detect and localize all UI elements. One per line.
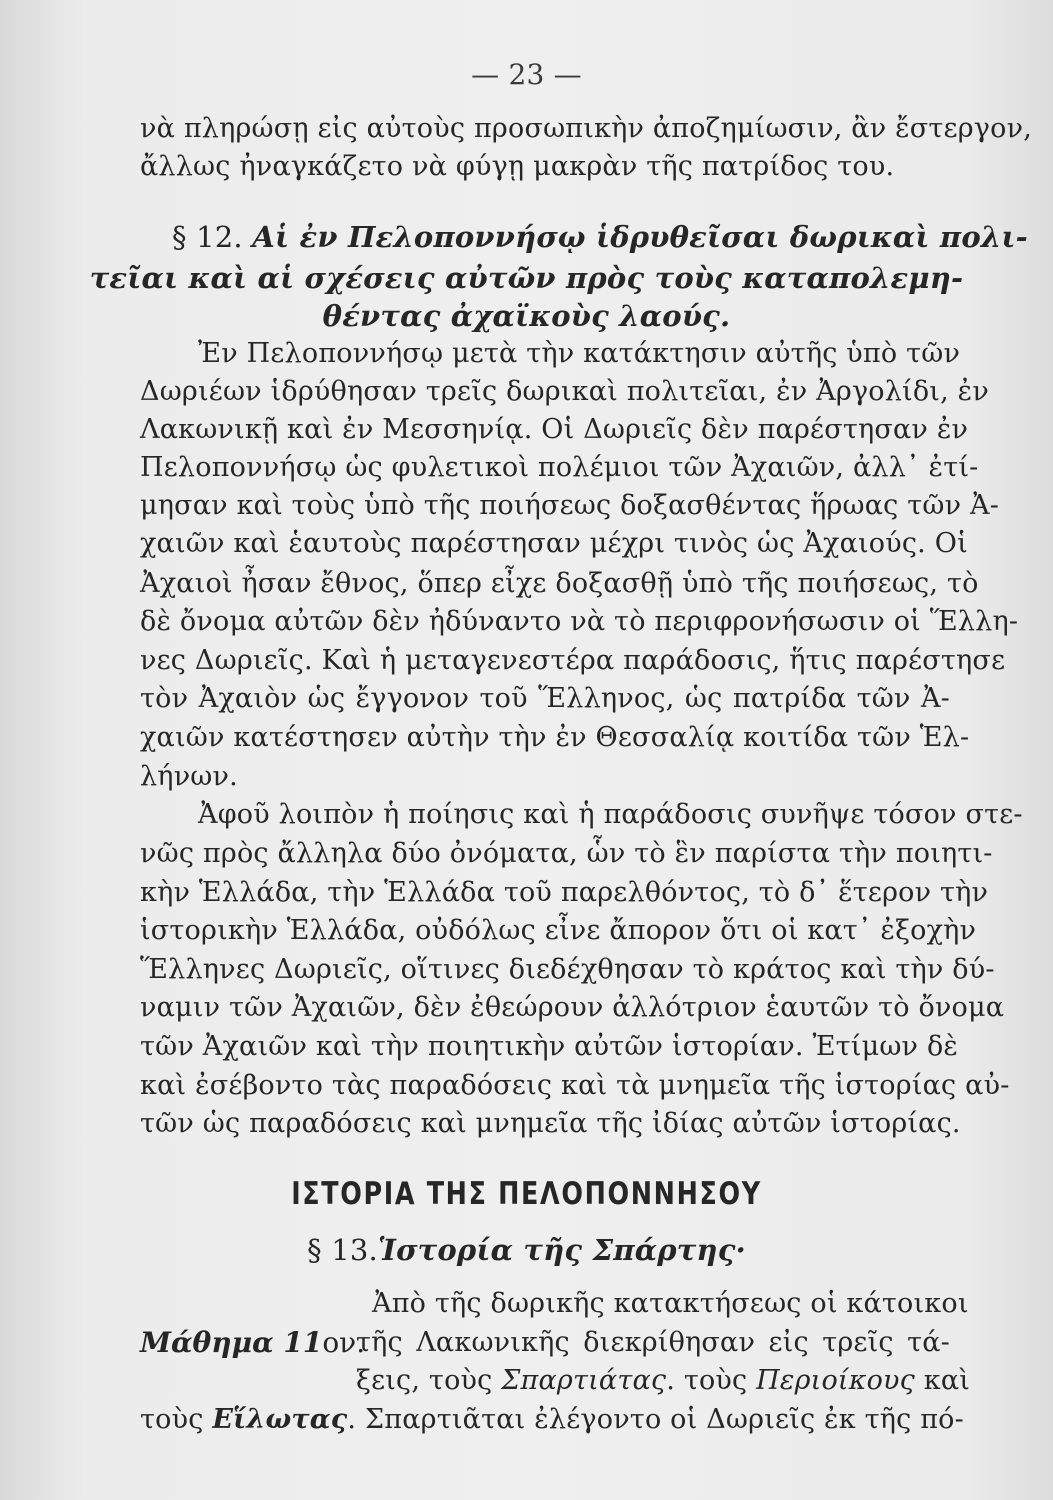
margin-note (140, 1326, 365, 1360)
page-number: — 23 — (471, 58, 582, 91)
text-line: νὰ πληρώσῃ εἰς αὐτοὺς προσωπικὴν ἀποζημίωσιν, ἂν ἔστεργον, (140, 113, 1033, 144)
section-12-heading (172, 220, 1028, 254)
text-line: Ἀφοῦ λοιπὸν ἡ ποίησις καὶ ἡ παράδοσις συνῆψε τόσον στε- (198, 799, 1023, 830)
text-run: καὶ (923, 1365, 971, 1396)
text-line: ἱστορικὴν Ἑλλάδα, οὐδόλως εἶνε ἄπορον ὅτι οἱ κατ᾽ ἐξοχὴν (140, 915, 977, 946)
section-title-line: Αἱ ἐν Πελοποννήσῳ ἱδρυθεῖσαι δωρικαὶ πολι- (252, 220, 1028, 254)
term-helots: Εἵλωτας (212, 1404, 348, 1435)
text-line: Ἐν Πελοποννήσῳ μετὰ τὴν κατάκτησιν αὐτῆς ὑπὸ τῶν (198, 338, 961, 369)
text-line: τῶν ὡς παραδόσεις καὶ μνημεῖα τῆς ἰδίας αὐτῶν ἱστορίας. (140, 1108, 961, 1139)
text-line: ναμιν τῶν Ἀχαιῶν, δὲν ἐθεώρουν ἀλλότριον ἑαυτῶν τὸ ὄνομα (140, 992, 1005, 1023)
text-line: τῶν Ἀχαιῶν καὶ τὴν ποιητικὴν αὐτῶν ἱστορίαν. Ἐτίμων δὲ (140, 1031, 959, 1062)
section-title: Ἱστορία τῆς Σπάρτης· (377, 1233, 746, 1267)
term-spartiates: Σπαρτιάτας (501, 1365, 667, 1396)
text-line: δὲ ὄνομα αὐτῶν δὲν ἠδύναντο νὰ τὸ περιφρονήσωσιν οἱ Ἕλλη- (140, 606, 1019, 637)
term-perioikoi: Περιοίκους (756, 1365, 915, 1396)
text-line: νες Δωριεῖς. Καὶ ἡ μεταγενεστέρα παράδοσις, ἥτις παρέστησε (140, 645, 1006, 676)
text-line: Ἀχαιοὶ ἦσαν ἔθνος, ὅπερ εἶχε δοξασθῇ ὑπὸ τῆς ποιήσεως, τὸ (140, 568, 979, 599)
text-line: Ἀπὸ τῆς δωρικῆς κατακτήσεως οἱ κάτοικοι (372, 1288, 969, 1319)
text-line: μησαν καὶ τοὺς ὑπὸ τῆς ποιήσεως δοξασθέντας ἥρωας τῶν Ἀ- (140, 490, 1000, 521)
section-number: § 12. (172, 220, 243, 254)
text-run: τοὺς (140, 1404, 204, 1435)
text-line: τὸν Ἀχαιὸν ὡς ἔγγονον τοῦ Ἕλληνος, ὡς πατρίδα τῶν Ἀ- (140, 683, 950, 714)
text-line: κὴν Ἑλλάδα, τὴν Ἑλλάδα τοῦ παρελθόντος, τὸ δ᾽ ἕτερον τὴν (140, 877, 989, 908)
section-title-line: τεῖαι καὶ αἱ σχέσεις αὐτῶν πρὸς τοὺς καταπολεμη- (89, 261, 964, 295)
text-line-mixed (356, 1364, 971, 1398)
text-line: Δωριέων ἱδρύθησαν τρεῖς δωρικαὶ πολιτεῖαι, ἐν Ἀργολίδι, ἐν (140, 376, 989, 407)
text-line: ἄλλως ἠναγκάζετο νὰ φύγῃ μακρὰν τῆς πατρίδος του. (140, 151, 895, 182)
text-run: . Σπαρτιᾶται ἐλέγοντο οἱ Δωριεῖς ἐκ τῆς πό- (347, 1404, 964, 1435)
text-line-mixed (140, 1403, 964, 1437)
text-line: Ἕλληνες Δωριεῖς, οἵτινες διεδέχθησαν τὸ κράτος καὶ τὴν δύ- (140, 954, 995, 985)
section-13-heading (0, 1233, 1053, 1267)
section-title-line: θέντας ἀχαϊκοὺς λαούς. (322, 299, 731, 333)
text-line: Πελοποννήσῳ ὡς φυλετικοὶ πολέμιοι τῶν Ἀχαιῶν, ἀλλ᾽ ἐτί- (140, 452, 979, 483)
margin-note-suffix: ον. (322, 1326, 366, 1359)
margin-note-lesson: Μάθημα 11 (140, 1326, 323, 1359)
section-number: § 13. (307, 1233, 378, 1267)
text-line: χαιῶν κατέστησεν αὐτὴν τὴν ἐν Θεσσαλίᾳ κοιτίδα τῶν Ἑλ- (140, 722, 970, 753)
text-run: ξεις, τοὺς (356, 1365, 493, 1396)
text-line: τῆς Λακωνικῆς διεκρίθησαν εἰς τρεῖς τά- (356, 1327, 950, 1358)
text-line: καὶ ἐσέβοντο τὰς παραδόσεις καὶ τὰ μνημεῖα τῆς ἱστορίας αὐ- (140, 1070, 1010, 1101)
text-line: Λακωνικῇ καὶ ἐν Μεσσηνίᾳ. Οἱ Δωριεῖς δὲν παρέστησαν ἐν (140, 414, 969, 445)
text-line: νῶς πρὸς ἄλληλα δύο ὀνόματα, ὧν τὸ ἓν παρίστα τὴν ποιητι- (140, 838, 993, 869)
chapter-title: ΙΣΤΟΡΙΑ ΤΗΣ ΠΕΛΟΠΟΝΝΗΣΟΥ (291, 1176, 762, 1212)
text-line: χαιῶν καὶ ἑαυτοὺς παρέστησαν μέχρι τινὸς ὡς Ἀχαιούς. Οἱ (140, 528, 968, 559)
text-run: . τοὺς (666, 1365, 748, 1396)
text-line: λήνων. (140, 761, 238, 792)
